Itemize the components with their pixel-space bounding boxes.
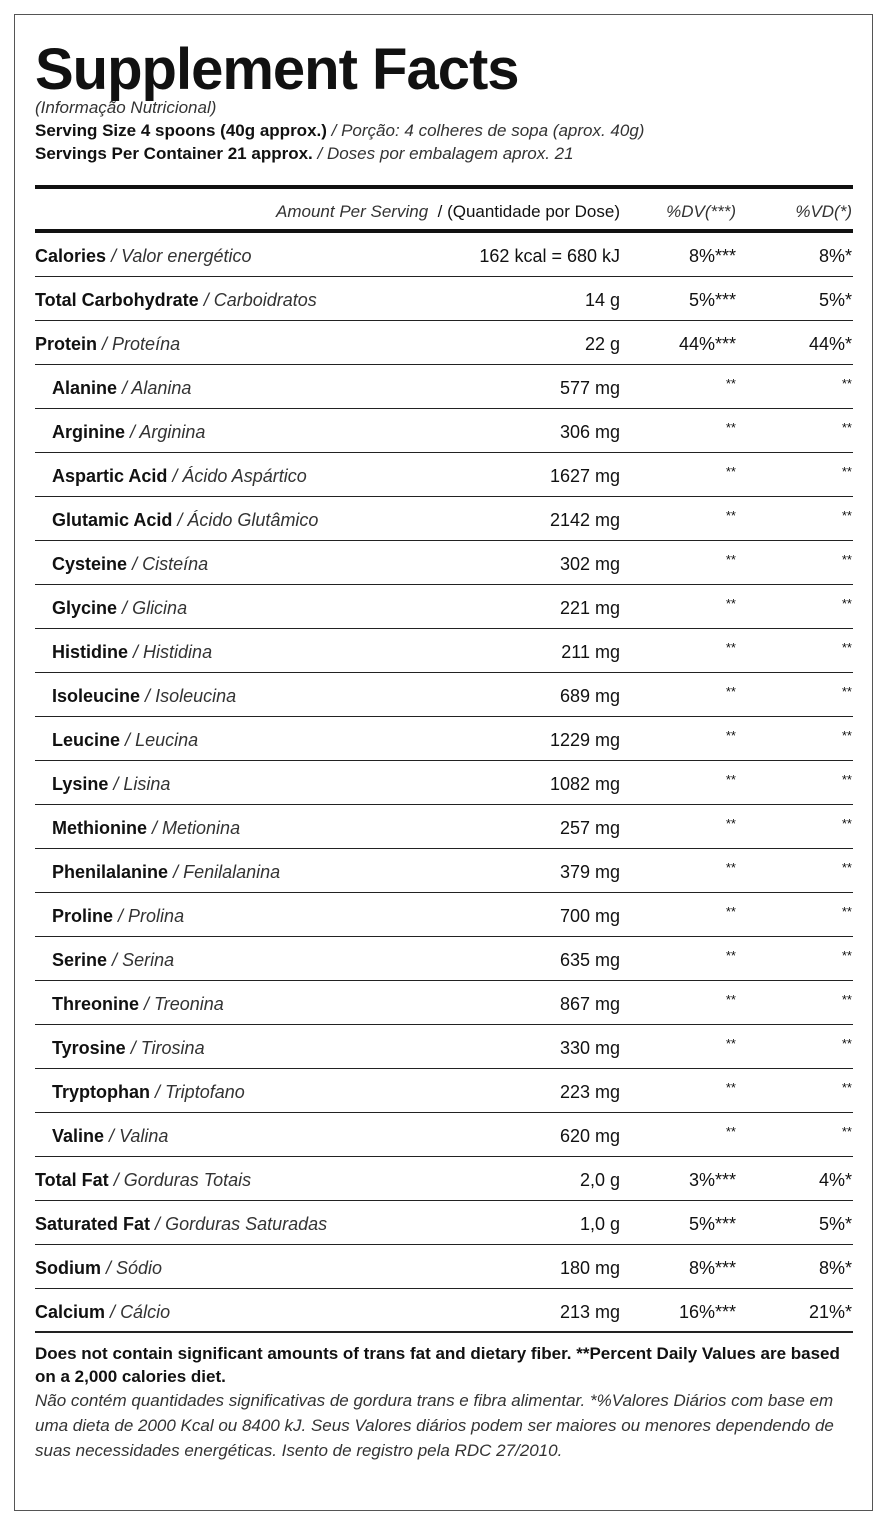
nutrient-amount: 1,0 g xyxy=(579,1214,620,1234)
nutrient-name: Sodium / Sódio xyxy=(35,1258,163,1278)
nutrient-name-pt: Triptofano xyxy=(165,1082,245,1102)
nutrient-vd: 8%* xyxy=(818,246,852,266)
nutrient-vd: 5%* xyxy=(818,1214,852,1234)
nutrient-name-pt: Valor energético xyxy=(121,246,252,266)
nutrient-dv: ** xyxy=(725,992,736,1007)
nutrient-dv: ** xyxy=(725,1036,736,1051)
nutrient-name-pt: Ácido Aspártico xyxy=(182,466,307,486)
nutrient-name-en: Phenilalanine xyxy=(52,862,169,882)
nutrient-name-pt: Lisina xyxy=(123,774,171,794)
nutrient-dv: ** xyxy=(725,376,736,391)
nutrient-amount: 221 mg xyxy=(559,598,620,618)
nutrient-vd: ** xyxy=(841,508,852,523)
nutrient-name-pt: Glicina xyxy=(132,598,188,618)
nutrient-amount: 257 mg xyxy=(559,818,620,838)
nutrient-name: Glutamic Acid / Ácido Glutâmico xyxy=(52,510,319,530)
serving-size-en: Serving Size 4 spoons (40g approx.) xyxy=(35,121,327,140)
amount-header-en: Amount Per Serving xyxy=(276,202,429,221)
nutrient-name: Tyrosine / Tirosina xyxy=(52,1038,205,1058)
table-row xyxy=(35,541,853,585)
nutrient-amount: 2,0 g xyxy=(579,1170,620,1190)
nutrient-vd: ** xyxy=(841,376,852,391)
servings-per-container-en: Servings Per Container 21 approx. xyxy=(35,144,313,163)
table-row xyxy=(35,1201,853,1245)
nutrient-table xyxy=(35,233,853,1333)
nutrient-dv: 8%*** xyxy=(688,246,736,266)
nutrient-name-pt: Tirosina xyxy=(140,1038,205,1058)
nutrient-name-pt: Treonina xyxy=(154,994,224,1014)
nutrient-amount: 2142 mg xyxy=(549,510,620,530)
nutrient-name-en: Total Fat xyxy=(35,1170,109,1190)
table-row xyxy=(35,805,853,849)
amount-header-pt: (Quantidade por Dose) xyxy=(447,202,620,221)
nutrient-dv: ** xyxy=(725,904,736,919)
nutrient-name-pt: Proteína xyxy=(112,334,181,354)
nutrient-vd: ** xyxy=(841,464,852,479)
nutrient-amount: 700 mg xyxy=(559,906,620,926)
nutrient-name-pt: Isoleucina xyxy=(155,686,237,706)
nutrient-dv: ** xyxy=(725,596,736,611)
nutrient-vd: ** xyxy=(841,1036,852,1051)
nutrient-dv: ** xyxy=(725,772,736,787)
nutrient-name: Alanine / Alanina xyxy=(52,378,192,398)
table-row xyxy=(35,1113,853,1157)
table-header xyxy=(35,193,853,227)
nutrient-vd: ** xyxy=(841,904,852,919)
nutrient-name: Cysteine / Cisteína xyxy=(52,554,209,574)
nutrient-name-en: Calcium xyxy=(35,1302,106,1322)
nutrient-vd: ** xyxy=(841,596,852,611)
nutrient-name-en: Total Carbohydrate xyxy=(35,290,199,310)
nutrient-name: Methionine / Metionina xyxy=(52,818,241,838)
nutrient-vd: 44%* xyxy=(808,334,852,354)
nutrient-name-en: Cysteine xyxy=(52,554,128,574)
nutrient-name-en: Lysine xyxy=(52,774,109,794)
table-row xyxy=(35,453,853,497)
nutrient-name-pt: Alanina xyxy=(131,378,192,398)
table-row xyxy=(35,673,853,717)
table-row xyxy=(35,629,853,673)
nutrient-amount: 689 mg xyxy=(559,686,620,706)
nutrient-name-en: Tryptophan xyxy=(52,1082,150,1102)
nutrient-amount: 330 mg xyxy=(559,1038,620,1058)
nutrient-name: Calories / Valor energético xyxy=(35,246,252,266)
table-row xyxy=(35,1157,853,1201)
nutrient-amount: 379 mg xyxy=(559,862,620,882)
nutrient-vd: ** xyxy=(841,1124,852,1139)
nutrient-name-en: Proline xyxy=(52,906,114,926)
nutrient-dv: ** xyxy=(725,552,736,567)
nutrient-name-pt: Arginina xyxy=(139,422,206,442)
nutrient-name: Tryptophan / Triptofano xyxy=(52,1082,245,1102)
nutrient-amount: 302 mg xyxy=(559,554,620,574)
nutrient-amount: 22 g xyxy=(584,334,620,354)
nutrient-vd: ** xyxy=(841,684,852,699)
nutrient-name-pt: Sódio xyxy=(116,1258,163,1278)
nutrient-name-en: Sodium xyxy=(35,1258,101,1278)
nutrient-name-en: Serine xyxy=(52,950,108,970)
nutrient-name-pt: Cisteína xyxy=(142,554,209,574)
nutrient-name-en: Histidine xyxy=(52,642,129,662)
nutrient-name-en: Glycine xyxy=(52,598,118,618)
footnote-pt: Não contém quantidades significativas de gordura trans e fibra alimentar. *%Valores Diários com base em uma dieta de 2000 Kcal ou 8400 kJ. Seus Valores diários podem ser maiores ou menores dependendo de suas necessidades energéticas. Isento de registro pela RDC 27/2010. xyxy=(35,1391,834,1460)
nutrient-name-en: Aspartic Acid xyxy=(52,466,168,486)
nutrient-amount: 1229 mg xyxy=(549,730,620,750)
table-row xyxy=(35,717,853,761)
table-row xyxy=(35,761,853,805)
nutrient-dv: ** xyxy=(725,420,736,435)
nutrient-vd: ** xyxy=(841,860,852,875)
nutrient-amount: 211 mg xyxy=(561,642,620,662)
nutrient-amount: 306 mg xyxy=(559,422,620,442)
nutrient-vd: ** xyxy=(841,1080,852,1095)
nutrient-name: Leucine / Leucina xyxy=(52,730,199,750)
nutrient-vd: ** xyxy=(841,420,852,435)
nutrient-dv: ** xyxy=(725,948,736,963)
nutrient-name: Protein / Proteína xyxy=(35,334,181,354)
nutrient-dv: 5%*** xyxy=(688,1214,736,1234)
page-title: Supplement Facts xyxy=(35,37,519,102)
table-row xyxy=(35,585,853,629)
nutrient-name-en: Tyrosine xyxy=(52,1038,126,1058)
table-row xyxy=(35,409,853,453)
table-row xyxy=(35,1069,853,1113)
nutrient-name-pt: Gorduras Saturadas xyxy=(165,1214,328,1234)
table-row xyxy=(35,981,853,1025)
table-row xyxy=(35,233,853,277)
nutrient-amount: 213 mg xyxy=(559,1302,620,1322)
nutrient-vd: ** xyxy=(841,728,852,743)
table-row xyxy=(35,1245,853,1289)
nutrient-dv: ** xyxy=(725,1124,736,1139)
nutrient-name-en: Isoleucine xyxy=(52,686,141,706)
nutrient-vd: ** xyxy=(841,948,852,963)
nutrient-name-en: Saturated Fat xyxy=(35,1214,151,1234)
nutrient-dv: ** xyxy=(725,464,736,479)
nutrient-dv: ** xyxy=(725,728,736,743)
nutrient-name-pt: Valina xyxy=(119,1126,169,1146)
nutrient-dv: 8%*** xyxy=(688,1258,736,1278)
nutrient-name-pt: Metionina xyxy=(162,818,241,838)
nutrient-name-pt: Cálcio xyxy=(120,1302,171,1322)
nutrient-name: Total Fat / Gorduras Totais xyxy=(35,1170,252,1190)
nutrient-name-en: Arginine xyxy=(52,422,126,442)
footnote xyxy=(35,1342,853,1463)
table-row xyxy=(35,893,853,937)
servings-per-container-pt: Doses por embalagem aprox. 21 xyxy=(326,144,574,163)
info-subtitle: (Informação Nutricional) xyxy=(35,98,217,117)
nutrient-name: Serine / Serina xyxy=(52,950,175,970)
nutrient-amount: 635 mg xyxy=(559,950,620,970)
nutrient-dv: ** xyxy=(725,684,736,699)
table-row xyxy=(35,321,853,365)
nutrient-name-pt: Leucina xyxy=(135,730,199,750)
nutrient-dv: 3%*** xyxy=(688,1170,736,1190)
nutrient-name-pt: Prolina xyxy=(128,906,185,926)
nutrient-name-en: Threonine xyxy=(52,994,140,1014)
nutrient-name-en: Protein xyxy=(35,334,98,354)
nutrient-dv: 5%*** xyxy=(688,290,736,310)
nutrient-vd: ** xyxy=(841,552,852,567)
nutrient-amount: 162 kcal = 680 kJ xyxy=(479,246,620,266)
nutrient-name-pt: Ácido Glutâmico xyxy=(187,510,319,530)
nutrient-amount: 577 mg xyxy=(559,378,620,398)
table-row xyxy=(35,937,853,981)
nutrient-amount: 14 g xyxy=(584,290,620,310)
nutrient-amount: 223 mg xyxy=(559,1082,620,1102)
nutrient-name: Threonine / Treonina xyxy=(52,994,224,1014)
nutrient-name-pt: Histidina xyxy=(143,642,213,662)
nutrient-dv: ** xyxy=(725,860,736,875)
nutrient-name-en: Calories xyxy=(35,246,107,266)
top-divider xyxy=(35,185,853,189)
serving-size-pt: Porção: 4 colheres de sopa (aprox. 40g) xyxy=(341,121,645,140)
nutrient-vd: 5%* xyxy=(818,290,852,310)
footnote-en: Does not contain significant amounts of trans fat and dietary fiber. **Percent Daily Values are based on a 2,000 calories diet. xyxy=(35,1344,840,1386)
nutrient-dv: ** xyxy=(725,508,736,523)
nutrient-name-pt: Serina xyxy=(122,950,175,970)
nutrient-dv: ** xyxy=(725,640,736,655)
nutrient-name: Histidine / Histidina xyxy=(52,642,213,662)
nutrient-dv: ** xyxy=(725,816,736,831)
nutrient-name-pt: Carboidratos xyxy=(213,290,317,310)
amount-per-serving-header: Amount Per Serving / (Quantidade por Dose) xyxy=(276,202,620,221)
nutrient-dv: 44%*** xyxy=(678,334,736,354)
nutrient-name-en: Alanine xyxy=(52,378,118,398)
nutrient-name: Phenilalanine / Fenilalanina xyxy=(52,862,281,882)
serving-size: Serving Size 4 spoons (40g approx.) / Porção: 4 colheres de sopa (aprox. 40g) xyxy=(35,121,645,140)
servings-per-container: Servings Per Container 21 approx. / Doses por embalagem aprox. 21 xyxy=(35,144,574,163)
nutrient-name: Lysine / Lisina xyxy=(52,774,171,794)
nutrient-amount: 620 mg xyxy=(559,1126,620,1146)
nutrient-vd: ** xyxy=(841,816,852,831)
vd-header: %VD(*) xyxy=(795,202,852,221)
nutrient-amount: 180 mg xyxy=(559,1258,620,1278)
nutrient-name: Total Carbohydrate / Carboidratos xyxy=(35,290,317,310)
nutrient-name: Arginine / Arginina xyxy=(52,422,206,442)
nutrient-amount: 1082 mg xyxy=(549,774,620,794)
nutrient-dv: 16%*** xyxy=(678,1302,736,1322)
table-row xyxy=(35,497,853,541)
nutrient-name: Saturated Fat / Gorduras Saturadas xyxy=(35,1214,328,1234)
nutrient-name-en: Valine xyxy=(52,1126,105,1146)
nutrient-name: Glycine / Glicina xyxy=(52,598,188,618)
table-row xyxy=(35,849,853,893)
nutrient-name-en: Methionine xyxy=(52,818,147,838)
nutrient-name: Valine / Valina xyxy=(52,1126,169,1146)
supplement-facts-label xyxy=(14,14,873,1511)
nutrient-name-en: Glutamic Acid xyxy=(52,510,173,530)
nutrient-amount: 1627 mg xyxy=(549,466,620,486)
nutrient-vd: 8%* xyxy=(818,1258,852,1278)
table-row xyxy=(35,1025,853,1069)
nutrient-vd: ** xyxy=(841,640,852,655)
nutrient-name-en: Leucine xyxy=(52,730,121,750)
nutrient-vd: 21%* xyxy=(808,1302,852,1322)
table-row xyxy=(35,277,853,321)
table-row xyxy=(35,1289,853,1333)
nutrient-name-pt: Gorduras Totais xyxy=(123,1170,252,1190)
nutrient-vd: ** xyxy=(841,772,852,787)
nutrient-vd: 4%* xyxy=(818,1170,852,1190)
nutrient-name: Calcium / Cálcio xyxy=(35,1302,171,1322)
nutrient-amount: 867 mg xyxy=(559,994,620,1014)
nutrient-name-pt: Fenilalanina xyxy=(183,862,281,882)
dv-header: %DV(***) xyxy=(666,202,736,221)
nutrient-dv: ** xyxy=(725,1080,736,1095)
nutrient-name: Proline / Prolina xyxy=(52,906,185,926)
nutrient-vd: ** xyxy=(841,992,852,1007)
table-row xyxy=(35,365,853,409)
nutrient-name: Isoleucine / Isoleucina xyxy=(52,686,237,706)
nutrient-name: Aspartic Acid / Ácido Aspártico xyxy=(52,466,307,486)
